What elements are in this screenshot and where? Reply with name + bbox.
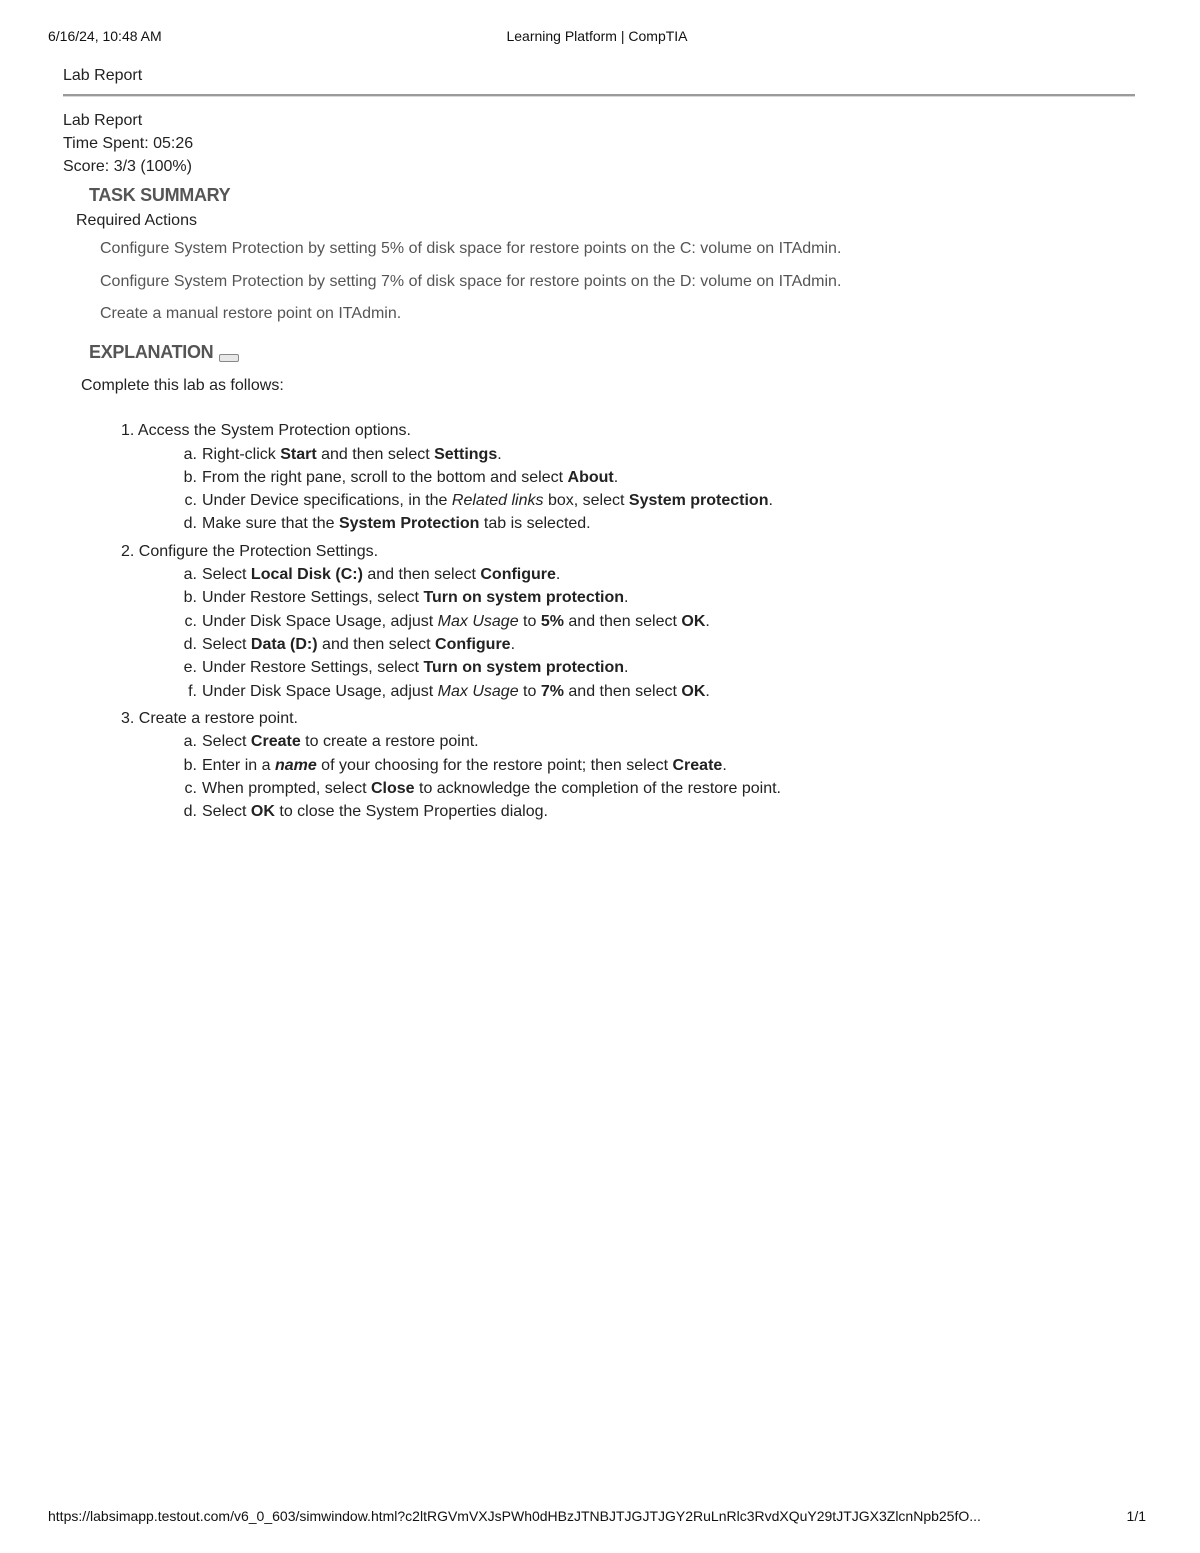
substep-text: to create a restore point. [300, 733, 479, 751]
required-actions-title: Required Actions [76, 212, 197, 229]
substep-text: From the right pane, scroll to the bottom and select [202, 468, 568, 486]
substep-text: to [518, 682, 541, 700]
substep-item [63, 512, 1135, 535]
substep-emphasis: Related links [451, 492, 544, 510]
print-footer [48, 1508, 1146, 1528]
substep-text: . [555, 566, 561, 584]
substep-text: . [705, 682, 710, 700]
step-item [63, 540, 1135, 703]
substep-emphasis: About [567, 468, 614, 486]
substep-emphasis: Max Usage [437, 612, 519, 630]
substep-text: Enter in a [202, 756, 275, 774]
substep-emphasis: Local Disk (C:) [250, 566, 363, 584]
substep-letter: d. [183, 636, 197, 654]
substep-item [63, 730, 1135, 753]
substep-text: . [705, 612, 710, 630]
substep-letter: b. [183, 468, 197, 486]
substep-text: Under Device specifications, in the [202, 492, 452, 510]
substep-text: Make sure that the [202, 515, 339, 533]
substep-item [63, 800, 1135, 823]
substep-emphasis: name [274, 756, 317, 774]
substep-emphasis: Max Usage [437, 682, 519, 700]
explanation-steps [63, 419, 1135, 824]
substep-emphasis: 7% [540, 682, 564, 700]
substep-letter: f. [188, 682, 197, 700]
substep-list [63, 730, 1135, 823]
substep-item [63, 563, 1135, 586]
substep-letter: e. [183, 659, 197, 677]
substep-text: Select [202, 733, 251, 751]
substep-text: box, select [543, 492, 629, 510]
substep-emphasis: Turn on system protection [423, 589, 625, 607]
explanation-intro: Complete this lab as follows: [81, 377, 284, 394]
required-action-item: Create a manual restore point on ITAdmin. [100, 305, 402, 322]
substep-text: Select [202, 566, 251, 584]
step-item [63, 419, 1135, 536]
score: Score: 3/3 (100%) [63, 158, 192, 175]
substep-text: . [722, 756, 727, 774]
substep-letter: b. [183, 589, 197, 607]
page-number: 1/1 [1126, 1508, 1146, 1524]
substep-letter: a. [183, 733, 197, 751]
substep-text: . [510, 636, 516, 654]
required-actions-list [63, 238, 1135, 325]
substep-letter: d. [183, 803, 197, 821]
substep-text: and then select [317, 636, 436, 654]
substep-text: Under Disk Space Usage, adjust [202, 612, 438, 630]
substep-text: Under Restore Settings, select [202, 659, 424, 677]
substep-emphasis: Settings [434, 445, 498, 463]
required-action-item: Configure System Protection by setting 5% of disk space for restore points on the C: volume on ITAdmin. [100, 240, 842, 257]
substep-item [63, 466, 1135, 489]
substep-text: and then select [316, 445, 435, 463]
substep-item [63, 489, 1135, 512]
substep-text: . [624, 659, 629, 677]
print-header [48, 28, 1146, 48]
step-heading: 3. Create a restore point. [121, 709, 298, 727]
substep-emphasis: Create [672, 756, 723, 774]
substep-emphasis: Create [250, 733, 301, 751]
substep-item [63, 656, 1135, 679]
substep-text: Under Restore Settings, select [202, 589, 424, 607]
substep-emphasis: 5% [540, 612, 564, 630]
substep-emphasis: OK [681, 612, 706, 630]
step-item [63, 707, 1135, 824]
print-date: 6/16/24, 10:48 AM [48, 28, 162, 44]
report-heading: Lab Report [63, 112, 143, 129]
substep-text: to [518, 612, 541, 630]
substep-item [63, 610, 1135, 633]
divider [63, 94, 1135, 97]
print-url: https://labsimapp.testout.com/v6_0_603/simwindow.html?c2ltRGVmVXJsPWh0dHBzJTNBJTJGJTJGY2RuLnRlc3RvdXQuY29tJTJGX3ZlcnNpb25fO... [48, 1508, 981, 1524]
explanation-header [63, 339, 1135, 365]
substep-emphasis: OK [250, 803, 275, 821]
substep-letter: c. [184, 612, 197, 630]
substep-emphasis: System protection [628, 492, 769, 510]
substep-letter: a. [183, 566, 197, 584]
substep-text: . [768, 492, 773, 510]
substep-letter: a. [183, 445, 197, 463]
print-page-title: Learning Platform | CompTIA [506, 28, 688, 44]
substep-text: of your choosing for the restore point; then select [316, 756, 673, 774]
task-summary-title: TASK SUMMARY [89, 185, 231, 205]
substep-item [63, 633, 1135, 656]
substep-text: . [613, 468, 619, 486]
substep-text: to close the System Properties dialog. [274, 803, 548, 821]
substep-emphasis: OK [681, 682, 706, 700]
substep-item [63, 443, 1135, 466]
substep-text: Under Disk Space Usage, adjust [202, 682, 438, 700]
substep-text: Select [202, 803, 251, 821]
report-meta [63, 109, 1135, 178]
substep-letter: d. [183, 515, 197, 533]
substep-list [63, 563, 1135, 703]
explanation-title: EXPLANATION [89, 342, 214, 362]
substep-emphasis: Data (D:) [250, 636, 318, 654]
substep-text: and then select [362, 566, 481, 584]
substep-list [63, 443, 1135, 536]
substep-emphasis: Close [370, 780, 415, 798]
substep-text: and then select [563, 612, 682, 630]
substep-emphasis: System Protection [338, 515, 480, 533]
substep-item [63, 680, 1135, 703]
substep-item [63, 586, 1135, 609]
substep-text: Select [202, 636, 251, 654]
lab-report-content [63, 64, 1135, 828]
substep-text: and then select [563, 682, 682, 700]
step-heading: 2. Configure the Protection Settings. [121, 542, 379, 560]
substep-emphasis: Start [280, 445, 317, 463]
substep-text: . [624, 589, 629, 607]
substep-emphasis: Turn on system protection [423, 659, 625, 677]
substep-letter: c. [184, 780, 197, 798]
substep-text: . [497, 445, 502, 463]
substep-letter: b. [183, 756, 197, 774]
substep-emphasis: Configure [480, 566, 556, 584]
substep-item [63, 777, 1135, 800]
substep-text: Right-click [202, 445, 281, 463]
time-spent: Time Spent: 05:26 [63, 135, 194, 152]
required-action-item: Configure System Protection by setting 7% of disk space for restore points on the D: volume on ITAdmin. [100, 272, 842, 290]
substep-text: When prompted, select [202, 780, 371, 798]
substep-text: to acknowledge the completion of the restore point. [414, 780, 781, 798]
step-heading: 1. Access the System Protection options. [121, 422, 411, 439]
page-title: Lab Report [63, 67, 143, 84]
substep-item [63, 754, 1135, 777]
substep-text: tab is selected. [479, 515, 591, 533]
collapse-icon[interactable] [219, 354, 239, 362]
substep-emphasis: Configure [435, 636, 511, 654]
substep-letter: c. [184, 492, 197, 510]
